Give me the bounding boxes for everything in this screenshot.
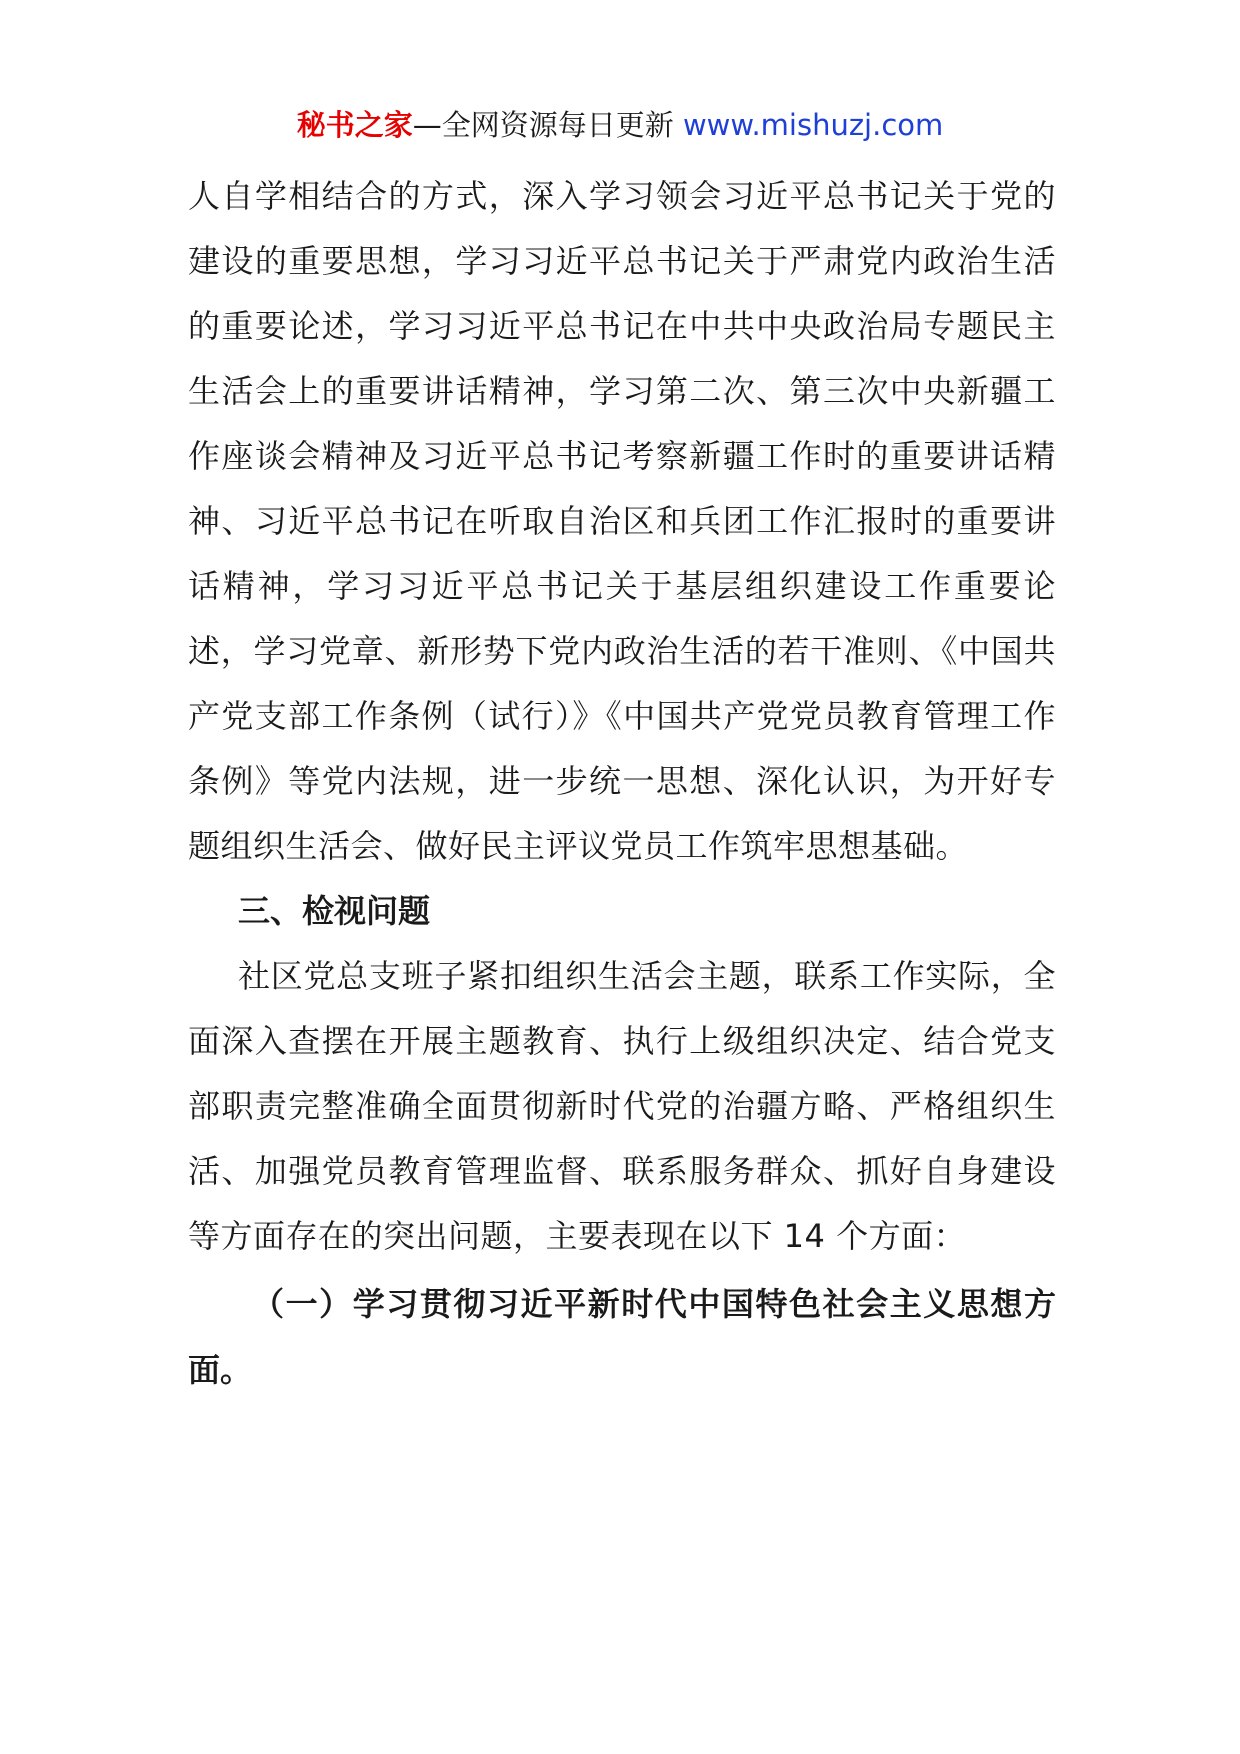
site-brand: 秘书之家: [296, 108, 413, 142]
site-tagline: —全网资源每日更新: [412, 108, 683, 142]
document-body: [188, 164, 1056, 1403]
subsection-heading: （一）学习贯彻习近平新时代中国特色社会主义思想方面。: [188, 1285, 1056, 1389]
body-paragraph: 社区党总支班子紧扣组织生活会主题，联系工作实际，全面深入查摆在开展主题教育、执行上级组织决定、结合党支部职责完整准确全面贯彻新时代党的治疆方略、严格组织生活、加强党员教育管理监督、联系服务群众、抓好自身建设等方面存在的突出问题，主要表现在以下 14 个方面：: [188, 957, 1056, 1255]
site-header: [0, 103, 1240, 147]
section-heading: 三、检视问题: [238, 892, 431, 930]
body-paragraph: 人自学相结合的方式，深入学习领会习近平总书记关于党的建设的重要思想，学习习近平总书记关于严肃党内政治生活的重要论述，学习习近平总书记在中共中央政治局专题民主生活会上的重要讲话精神，学习第二次、第三次中央新疆工作座谈会精神及习近平总书记考察新疆工作时的重要讲话精神、习近平总书记在听取自治区和兵团工作汇报时的重要讲话精神，学习习近平总书记关于基层组织建设工作重要论述，学习党章、新形势下党内政治生活的若干准则、《中国共产党支部工作条例（试行）》《中国共产党党员教育管理工作条例》等党内法规，进一步统一思想、深化认识，为开好专题组织生活会、做好民主评议党员工作筑牢思想基础。: [188, 177, 1056, 865]
site-url-link[interactable]: www.mishuzj.com: [682, 108, 944, 142]
